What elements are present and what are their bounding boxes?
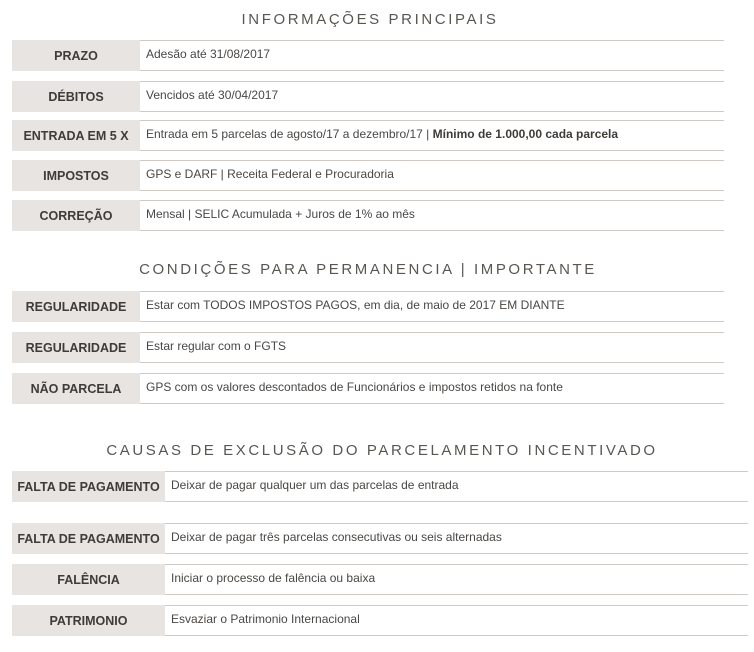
row-label: REGULARIDADE (12, 332, 140, 363)
row-label: NÃO PARCELA (12, 373, 140, 404)
section-title-causas: CAUSAS DE EXCLUSÃO DO PARCELAMENTO INCENTIVADO (106, 442, 658, 459)
table-row (12, 332, 724, 363)
table-row (12, 523, 748, 554)
row-value: Deixar de pagar qualquer um das parcelas de entrada (165, 471, 748, 502)
table-row (12, 81, 724, 112)
row-value: GPS e DARF | Receita Federal e Procuradoria (140, 160, 724, 191)
table-row (12, 160, 724, 191)
row-label: REGULARIDADE (12, 291, 140, 322)
row-label: FALÊNCIA (12, 564, 165, 595)
row-value: Estar com TODOS IMPOSTOS PAGOS, em dia, de maio de 2017 EM DIANTE (140, 291, 724, 322)
row-label: IMPOSTOS (12, 160, 140, 191)
row-label: FALTA DE PAGAMENTO (12, 523, 165, 554)
table-row (12, 471, 748, 502)
row-value: Mensal | SELIC Acumulada + Juros de 1% ao mês (140, 200, 724, 231)
table-row (12, 373, 724, 404)
table-row (12, 40, 724, 71)
row-label: ENTRADA EM 5 X (12, 120, 140, 151)
row-value: Esvaziar o Patrimonio Internacional (165, 605, 748, 636)
table-row (12, 564, 748, 595)
table-row (12, 605, 748, 636)
row-label: FALTA DE PAGAMENTO (12, 471, 165, 502)
row-label: PATRIMONIO (12, 605, 165, 636)
section-title-condicoes: CONDIÇÕES PARA PERMANENCIA | IMPORTANTE (139, 261, 597, 278)
row-value: GPS com os valores descontados de Funcionários e impostos retidos na fonte (140, 373, 724, 404)
table-row (12, 200, 724, 231)
row-value: Entrada em 5 parcelas de agosto/17 a dezembro/17 | Mínimo de 1.000,00 cada parcela (140, 120, 724, 151)
row-label: CORREÇÃO (12, 200, 140, 231)
row-label: PRAZO (12, 40, 140, 71)
table-row (12, 120, 724, 151)
row-value: Deixar de pagar três parcelas consecutivas ou seis alternadas (165, 523, 748, 554)
table-row (12, 291, 724, 322)
section-title-informacoes: INFORMAÇÕES PRINCIPAIS (241, 11, 499, 28)
row-value: Adesão até 31/08/2017 (140, 40, 724, 71)
row-value: Vencidos até 30/04/2017 (140, 81, 724, 112)
row-value: Iniciar o processo de falência ou baixa (165, 564, 748, 595)
row-label: DÉBITOS (12, 81, 140, 112)
row-value: Estar regular com o FGTS (140, 332, 724, 363)
